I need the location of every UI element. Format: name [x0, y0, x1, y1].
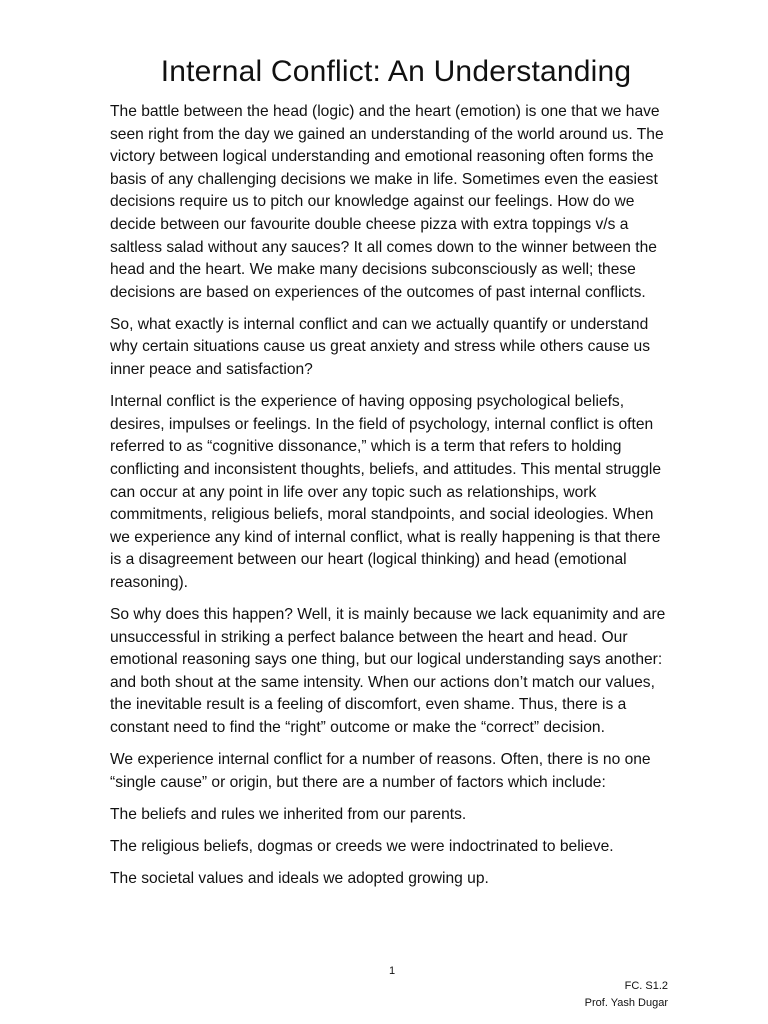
- paragraph-reason-parents: The beliefs and rules we inherited from our parents.: [110, 805, 467, 823]
- document-title: Internal Conflict: An Understanding: [160, 55, 632, 88]
- paragraph-definition: Internal conflict is the experience of having opposing psychological beliefs, desires, impulses or feelings. In the field of psychology, internal conflict is often referred to as “cognitive dissonance,” which is a term that refers to holding conflicting and inconsistent thoughts, beliefs, and attitudes. This mental struggle can occur at any point in life over any topic such as relationships, work commitments, religious beliefs, moral standpoints, and social ideologies. When we experience any kind of internal conflict, what is really happening is that there is a disagreement between our heart (logical thinking) and head (emotional reasoning).: [110, 393, 662, 591]
- footer-author: Prof. Yash Dugar: [584, 997, 668, 1009]
- paragraph-reasons: We experience internal conflict for a number of reasons. Often, there is no one “single cause” or origin, but there are a number of factors which include:: [110, 751, 651, 791]
- page-footer: [585, 978, 668, 1012]
- footer-course: FC. S1.2: [624, 980, 668, 992]
- paragraph-why: So why does this happen? Well, it is mainly because we lack equanimity and are unsuccessful in striking a perfect balance between the heart and head. Our emotional reasoning says one thing, but our logical understanding says another: and both shout at the same intensity. When our actions don’t match our values, the inevitable result is a feeling of discomfort, even shame. Thus, there is a constant need to find the “right” outcome or make the “correct” decision.: [110, 605, 666, 736]
- paragraph-intro: The battle between the head (logic) and the heart (emotion) is one that we have seen right from the day we gained an understanding of the world around us. The victory between logical understanding and emotional reasoning often forms the basis of any challenging decisions we make in life. Sometimes even the easiest decisions require us to pitch our knowledge against our feelings. How do we decide between our favourite double cheese pizza with extra toppings v/s a saltless salad without any sauces? It all comes down to the winner between the head and the heart. We make many decisions subconsciously as well; these decisions are based on experiences of the outcomes of past internal conflicts.: [110, 103, 664, 301]
- paragraph-reason-religion: The religious beliefs, dogmas or creeds we were indoctrinated to believe.: [110, 837, 614, 855]
- page-number: 1: [388, 965, 396, 977]
- document-body: [110, 101, 670, 900]
- paragraph-reason-society: The societal values and ideals we adopted growing up.: [110, 869, 489, 887]
- paragraph-question: So, what exactly is internal conflict and can we actually quantify or understand why certain situations cause us great anxiety and stress while others cause us inner peace and satisfaction?: [110, 315, 650, 379]
